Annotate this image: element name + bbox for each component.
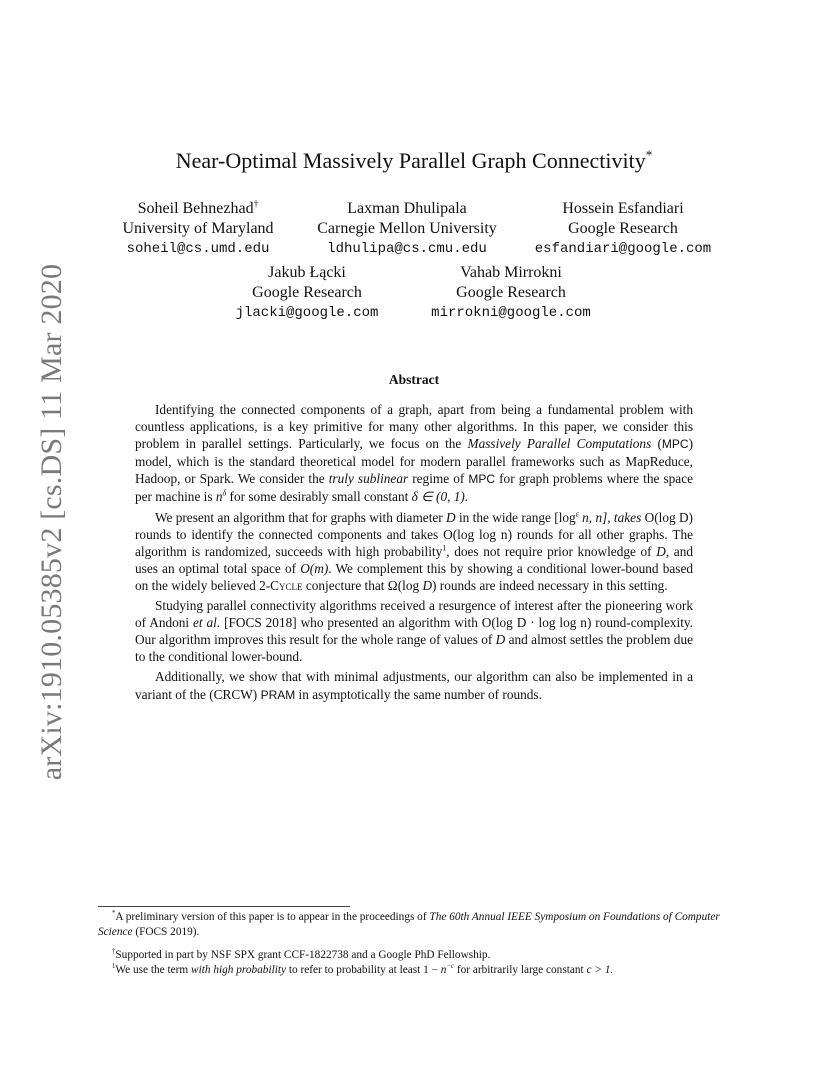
footnote-reference[interactable]: 1 (442, 543, 447, 553)
footnote: $^1$We use the term with high probability to refer to probability at least $1 - n^{-c}$ for arbitrarily large constant c > 1. (112, 963, 614, 976)
paper-title (0, 148, 828, 174)
author-email[interactable]: soheil@cs.umd.edu (126, 241, 270, 257)
author-affiliation: Google Research (456, 284, 566, 301)
author-email[interactable]: jlacki@google.com (235, 305, 379, 321)
author-affiliation: Google Research (252, 284, 362, 301)
author-email[interactable]: mirrokni@google.com (431, 305, 591, 321)
arxiv-identifier-stamp: arXiv:1910.05385v2 [cs.DS] 11 Mar 2020 (35, 263, 68, 781)
footnote-divider (98, 906, 350, 907)
abstract-paragraph: We present an algorithm that for graphs with diameter D in the wide range [$\log^\varepsilon$ n, n], takes O(log D) rounds to identify the connected components and takes O(log log n) rounds for all other graphs. The algorithm is randomized, succeeds with high probability$^1$, does not require prior knowledge of D, and uses an optimal total space of O(m). We complement this by showing a conditional lower-bound based on the widely believed 2-Cycle conjecture that Ω(log D) rounds are indeed necessary in this setting. (135, 509, 693, 593)
author-name: Soheil Behnezhad (137, 200, 254, 217)
author-block (317, 199, 497, 259)
author-name: Hossein Esfandiari (562, 200, 684, 217)
author-footnote-mark: † (253, 198, 259, 210)
footnote: †Supported in part by NSF SPX grant CCF-1822738 and a Google PhD Fellowship. (112, 948, 491, 961)
author-email[interactable]: esfandiari@google.com (534, 241, 712, 257)
author-block (535, 199, 711, 259)
author-email[interactable]: ldhulipa@cs.cmu.edu (327, 241, 487, 257)
title-footnote-mark: * (645, 147, 653, 163)
author-affiliation: Google Research (568, 220, 678, 237)
author-affiliation: Carnegie Mellon University (317, 220, 497, 237)
author-affiliation: University of Maryland (122, 220, 274, 237)
abstract-paragraph: Identifying the connected components of a graph, apart from being a fundamental problem with countless applications, is a key primitive for many other algorithms. In this paper, we consider this problem in parallel settings. Particularly, we focus on the Massively Parallel Computations (MPC) model, which is the standard theoretical model for modern parallel frameworks such as MapReduce, Hadoop, or Spark. We consider the truly sublinear regime of MPC for graph problems where the space per machine is $n^\delta$ for some desirably small constant δ ∈ (0, 1). (135, 402, 694, 505)
author-name: Vahab Mirrokni (460, 264, 562, 281)
author-block (236, 263, 379, 323)
footnote: *A preliminary version of this paper is to appear in the proceedings of The 60th Annual IEEE Symposium on Foundations of Computer Science (FOCS 2019). (98, 910, 720, 938)
author-name: Jakub Łącki (268, 264, 346, 281)
footnotes (98, 910, 732, 978)
abstract-heading: Abstract (388, 372, 440, 387)
author-block (122, 199, 273, 259)
author-name: Laxman Dhulipala (347, 200, 467, 217)
author-block (431, 263, 591, 323)
abstract-body (135, 401, 693, 707)
abstract-paragraph: Additionally, we show that with minimal adjustments, our algorithm can also be implemented in a variant of the (CRCW) PRAM in asymptotically the same number of rounds. (135, 669, 693, 702)
title-text: Near-Optimal Massively Parallel Graph Connectivity (175, 148, 646, 173)
abstract-paragraph: Studying parallel connectivity algorithms received a resurgence of interest after the pioneering work of Andoni et al. [FOCS 2018] who presented an algorithm with O(log D · log log n) round-complexity. Our algorithm improves this result for the whole range of values of D and almost settles the problem due to the conditional lower-bound. (135, 598, 694, 665)
